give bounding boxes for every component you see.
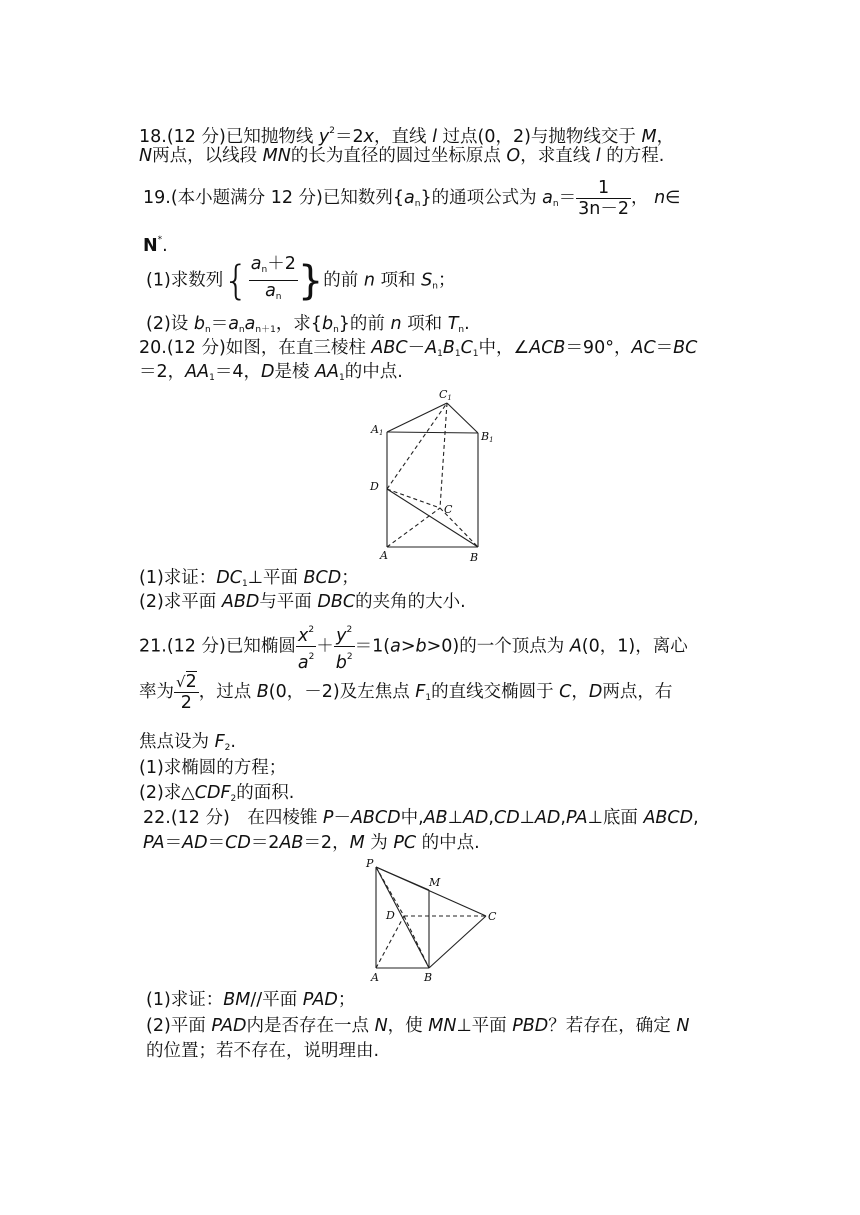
- var: B: [256, 682, 269, 702]
- q20-text: ；: [341, 568, 359, 588]
- q22-line1: [143, 806, 699, 830]
- sub: 1: [209, 373, 215, 383]
- label: B: [481, 430, 490, 443]
- q21-part1: [139, 756, 286, 780]
- sup: 2: [308, 625, 315, 635]
- sub: n: [333, 325, 339, 335]
- q19-text: }的前: [338, 314, 391, 334]
- var: A: [569, 636, 582, 657]
- right-brace: }: [297, 257, 324, 304]
- text: ＋2: [267, 254, 296, 274]
- hidden-edge: [440, 403, 447, 508]
- var: N: [676, 1016, 690, 1036]
- q20-text: 的中点.: [344, 362, 403, 382]
- label-P: P: [366, 857, 374, 870]
- label-C: C: [488, 910, 497, 923]
- var: D: [588, 682, 603, 702]
- edge: [376, 867, 429, 890]
- var: x: [363, 127, 374, 147]
- q22-text: ？若存在，确定: [548, 1016, 677, 1036]
- q19-text: ，求{: [275, 314, 322, 334]
- q21-text: (0，－2)及左焦点: [268, 682, 416, 702]
- q20-text: (1)求证：: [139, 568, 217, 588]
- var: A: [425, 338, 438, 358]
- q20-text: 中，∠: [478, 338, 530, 358]
- var: a: [542, 188, 553, 208]
- q22-text: //平面: [250, 990, 303, 1010]
- sub: 1: [242, 579, 248, 589]
- q21-text: (1)求椭圆的方程；: [139, 758, 287, 778]
- q21-text: ＋: [316, 636, 334, 657]
- q21-text: >: [400, 636, 416, 657]
- q22-text: ＝2: [250, 833, 280, 853]
- q19-intro: [143, 176, 680, 226]
- var: AD: [182, 833, 208, 853]
- q19-text: 19.(本小题满分 12 分)已知数列{: [143, 188, 405, 208]
- q19-text: 项和: [401, 314, 448, 334]
- var: AD: [534, 808, 561, 828]
- q21-text: (2)求△: [139, 783, 195, 803]
- var: D: [260, 362, 275, 382]
- sub: n＋1: [255, 325, 276, 335]
- q18-text: 的长为直径的圆过坐标原点: [290, 146, 507, 166]
- q21-text: ＝1(: [354, 636, 391, 657]
- var: a: [228, 314, 239, 334]
- q22-text: ⊥: [519, 808, 535, 828]
- q22-part1: [146, 988, 355, 1012]
- sup: 2: [346, 652, 353, 662]
- q21-text: 率为: [139, 682, 174, 702]
- var: BM: [223, 990, 251, 1010]
- pyramid-figure: [360, 856, 510, 986]
- var: b: [415, 636, 427, 657]
- var: T: [447, 314, 459, 334]
- q19-text: ；: [437, 270, 456, 291]
- sub: n: [414, 199, 421, 209]
- var: ABC: [371, 338, 408, 358]
- q21-text: >0)的一个顶点为: [426, 636, 570, 657]
- var: F: [214, 732, 225, 752]
- q19-text: ＝: [210, 314, 229, 334]
- q22-part2: [146, 1014, 689, 1038]
- label: C: [439, 388, 448, 401]
- sub: n: [552, 199, 559, 209]
- var: AA: [185, 362, 210, 382]
- var: B: [442, 338, 455, 358]
- label-sub: 1: [489, 436, 494, 444]
- fraction-y2b2: [334, 620, 355, 673]
- label-C: C: [444, 503, 453, 516]
- sub: n: [238, 325, 245, 335]
- var: ABCD: [350, 808, 401, 828]
- q22-part2-cont: [146, 1039, 379, 1063]
- q20-text: ＝2，: [139, 362, 186, 382]
- var: ABD: [221, 592, 260, 612]
- edge: [447, 403, 478, 433]
- hidden-edge: [387, 403, 447, 489]
- q21-text: .: [230, 732, 236, 752]
- var: a: [250, 254, 262, 274]
- var: y: [318, 127, 330, 147]
- label: A: [371, 423, 379, 436]
- q18-text: 18.(12 分)已知抛物线: [139, 127, 319, 147]
- label-sub: 1: [378, 429, 384, 437]
- q21-text: 的面积.: [236, 783, 295, 803]
- q20-text: －: [407, 338, 426, 358]
- q18-text: ，: [656, 127, 675, 147]
- q22-text: ⊥: [447, 808, 463, 828]
- label-B1: [480, 430, 494, 444]
- q19-text: ，: [630, 188, 649, 208]
- sup: 2: [329, 126, 335, 136]
- var: PBD: [512, 1016, 549, 1036]
- hidden-edge: [404, 916, 429, 968]
- var: PC: [393, 833, 417, 853]
- q20-text: (2)求平面: [139, 592, 222, 612]
- var: b: [321, 314, 334, 334]
- q21-text: 焦点设为: [139, 732, 215, 752]
- q19-part1: [146, 254, 455, 309]
- sup: *: [157, 235, 163, 245]
- frac-num: [249, 254, 298, 280]
- sub: n: [275, 292, 282, 302]
- label-A: A: [380, 549, 388, 562]
- q21-line1: [139, 620, 688, 673]
- hidden-edge: [376, 916, 404, 968]
- q20-line2: [139, 360, 403, 390]
- var: N: [374, 1016, 388, 1036]
- q18-text: 的方程.: [600, 146, 665, 166]
- var: b: [335, 653, 347, 673]
- q22-text: 的位置；若不存在，说明理由.: [146, 1041, 380, 1061]
- var: PA: [565, 808, 588, 828]
- q21-text: (0，1)，离心: [581, 636, 688, 657]
- q20-text: ＝: [655, 338, 674, 358]
- fraction-sqrt2-2: [174, 672, 199, 713]
- var: a: [265, 281, 276, 301]
- var: MN: [262, 146, 291, 166]
- q22-text: ＝: [164, 833, 183, 853]
- var: M: [641, 127, 657, 147]
- q20-text: 是棱: [274, 362, 316, 382]
- q22-text: ，使: [387, 1016, 429, 1036]
- q22-text: ＝2，: [303, 833, 350, 853]
- set-N: N: [143, 236, 158, 256]
- sub: 1: [454, 349, 461, 359]
- q20-text: ＝4，: [214, 362, 261, 382]
- q19-text: 项和: [374, 270, 422, 291]
- q20-text: 的夹角的大小.: [355, 592, 466, 612]
- q22-text: 的中点.: [416, 833, 480, 853]
- frac-num: [334, 620, 355, 647]
- var: a: [404, 188, 415, 208]
- sub: 1: [472, 349, 479, 359]
- frac-num: [296, 620, 316, 647]
- radicand: 2: [185, 671, 197, 692]
- q21-text: 21.(12 分)已知椭圆: [139, 636, 296, 657]
- q22-text: ⊥: [587, 808, 603, 828]
- left-brace: {: [223, 257, 249, 304]
- var: C: [460, 338, 473, 358]
- var: a: [244, 314, 256, 334]
- q18-text: 两点，以线段: [152, 146, 263, 166]
- var: MN: [428, 1016, 457, 1036]
- label-M: M: [429, 876, 441, 889]
- q19-text: (1)求数列: [146, 270, 224, 291]
- q19-text: .: [464, 314, 470, 334]
- q22-text: 为: [364, 833, 394, 853]
- fraction: [576, 178, 631, 219]
- var: PA: [143, 833, 165, 853]
- var: DBC: [317, 592, 356, 612]
- var: n: [390, 314, 402, 334]
- label-C1: [439, 388, 452, 402]
- var: ACB: [529, 338, 566, 358]
- sup: 2: [308, 652, 315, 662]
- q20-text: 20.(12 分)如图，在直三棱柱: [139, 338, 372, 358]
- var: y: [336, 626, 347, 646]
- var: l: [432, 127, 437, 147]
- sub: n: [261, 265, 268, 275]
- hidden-edge: [387, 489, 440, 508]
- label-A1: [370, 423, 383, 437]
- q19-text: (2)设: [146, 314, 194, 334]
- q22-text: ,: [560, 808, 566, 828]
- frac-den: 3n－2: [578, 198, 629, 219]
- edge: [387, 489, 478, 547]
- var: ABCD: [643, 808, 694, 828]
- q22-text: －: [333, 808, 351, 828]
- sub: n: [432, 281, 438, 292]
- label-A: A: [371, 971, 379, 984]
- var: CD: [225, 833, 251, 853]
- var: CDF: [194, 783, 231, 803]
- var: N: [139, 146, 153, 166]
- var: n∈: [654, 188, 681, 208]
- edge: [387, 403, 447, 432]
- var: BC: [673, 338, 698, 358]
- var: b: [193, 314, 205, 334]
- q22-text: ,: [488, 808, 494, 828]
- frac-num: 1: [576, 178, 631, 199]
- q22-line2: [143, 831, 480, 855]
- sub: 2: [230, 794, 237, 804]
- edge: [387, 432, 478, 433]
- q22-text: 底面: [602, 808, 644, 828]
- q18-text: ＝2: [334, 127, 364, 147]
- var: AC: [631, 338, 656, 358]
- edge: [429, 916, 486, 968]
- fraction-x2a2: [296, 620, 316, 673]
- label-D: D: [386, 909, 395, 922]
- sqrt-icon: √: [176, 672, 186, 691]
- var: S: [421, 270, 433, 291]
- var: a: [390, 636, 401, 657]
- q21-text: ，: [571, 682, 589, 702]
- q22-text: (2)平面: [146, 1016, 212, 1036]
- fraction: [249, 254, 298, 307]
- hidden-edge: [387, 508, 440, 547]
- label-sub: 1: [447, 394, 452, 402]
- q22-text: 内是否存在一点: [246, 1016, 375, 1036]
- label-B: B: [424, 971, 433, 984]
- frac-den: [249, 280, 298, 307]
- var: AB: [423, 808, 448, 828]
- var: BCD: [303, 568, 342, 588]
- q22-text: ＝: [207, 833, 226, 853]
- q22-text: (1)求证：: [146, 990, 224, 1010]
- q21-text: 两点，右: [602, 682, 673, 702]
- q18-text: ，直线: [373, 127, 433, 147]
- sub: n: [204, 325, 211, 335]
- q20-part2: [139, 590, 466, 614]
- var: AB: [279, 833, 304, 853]
- q19-text: ＝: [558, 188, 577, 208]
- sub: 1: [437, 349, 443, 359]
- var: CD: [493, 808, 520, 828]
- sub: 1: [425, 693, 432, 703]
- label-B: B: [470, 551, 479, 564]
- var: F: [415, 682, 426, 702]
- var: AA: [315, 362, 339, 382]
- prism-figure: [360, 388, 500, 568]
- q18-line2: [139, 144, 664, 168]
- q19-text: .: [162, 236, 168, 256]
- var: AD: [462, 808, 489, 828]
- q18-text: 过点(0，2)与抛物线交于: [436, 127, 642, 147]
- var: DC: [216, 568, 242, 588]
- q19-text: }的通项公式为: [420, 188, 543, 208]
- var: n: [363, 270, 375, 291]
- var: P: [322, 808, 334, 828]
- sub: 1: [338, 373, 345, 383]
- var: PAD: [302, 990, 338, 1010]
- q22-text: ,: [693, 808, 699, 828]
- q19-text: 的前: [323, 270, 364, 291]
- q20-text: ＝90°，: [565, 338, 632, 358]
- q21-text: ，过点: [198, 682, 257, 702]
- q22-text: ⊥平面: [456, 1016, 513, 1036]
- var: PAD: [211, 1016, 247, 1036]
- q21-text: 的直线交椭圆于: [431, 682, 560, 702]
- sub: n: [458, 325, 465, 335]
- var: a: [297, 653, 309, 673]
- var: l: [595, 146, 601, 166]
- q20-text: ⊥平面: [247, 568, 304, 588]
- var: x: [298, 626, 309, 646]
- q20-text: 与平面: [259, 592, 318, 612]
- sub: 2: [224, 743, 231, 753]
- frac-num: [174, 672, 199, 693]
- frac-den: 2: [180, 692, 192, 713]
- var: C: [559, 682, 572, 702]
- q22-text: 中,: [400, 808, 424, 828]
- q21-line2: [139, 670, 672, 720]
- var: M: [349, 833, 365, 853]
- q22-text: 22.(12 分) 在四棱锥: [143, 808, 323, 828]
- q22-text: ；: [337, 990, 356, 1010]
- var: O: [506, 146, 521, 166]
- sup: 2: [346, 625, 353, 635]
- q18-text: ，求直线: [520, 146, 596, 166]
- label-D: D: [370, 480, 379, 493]
